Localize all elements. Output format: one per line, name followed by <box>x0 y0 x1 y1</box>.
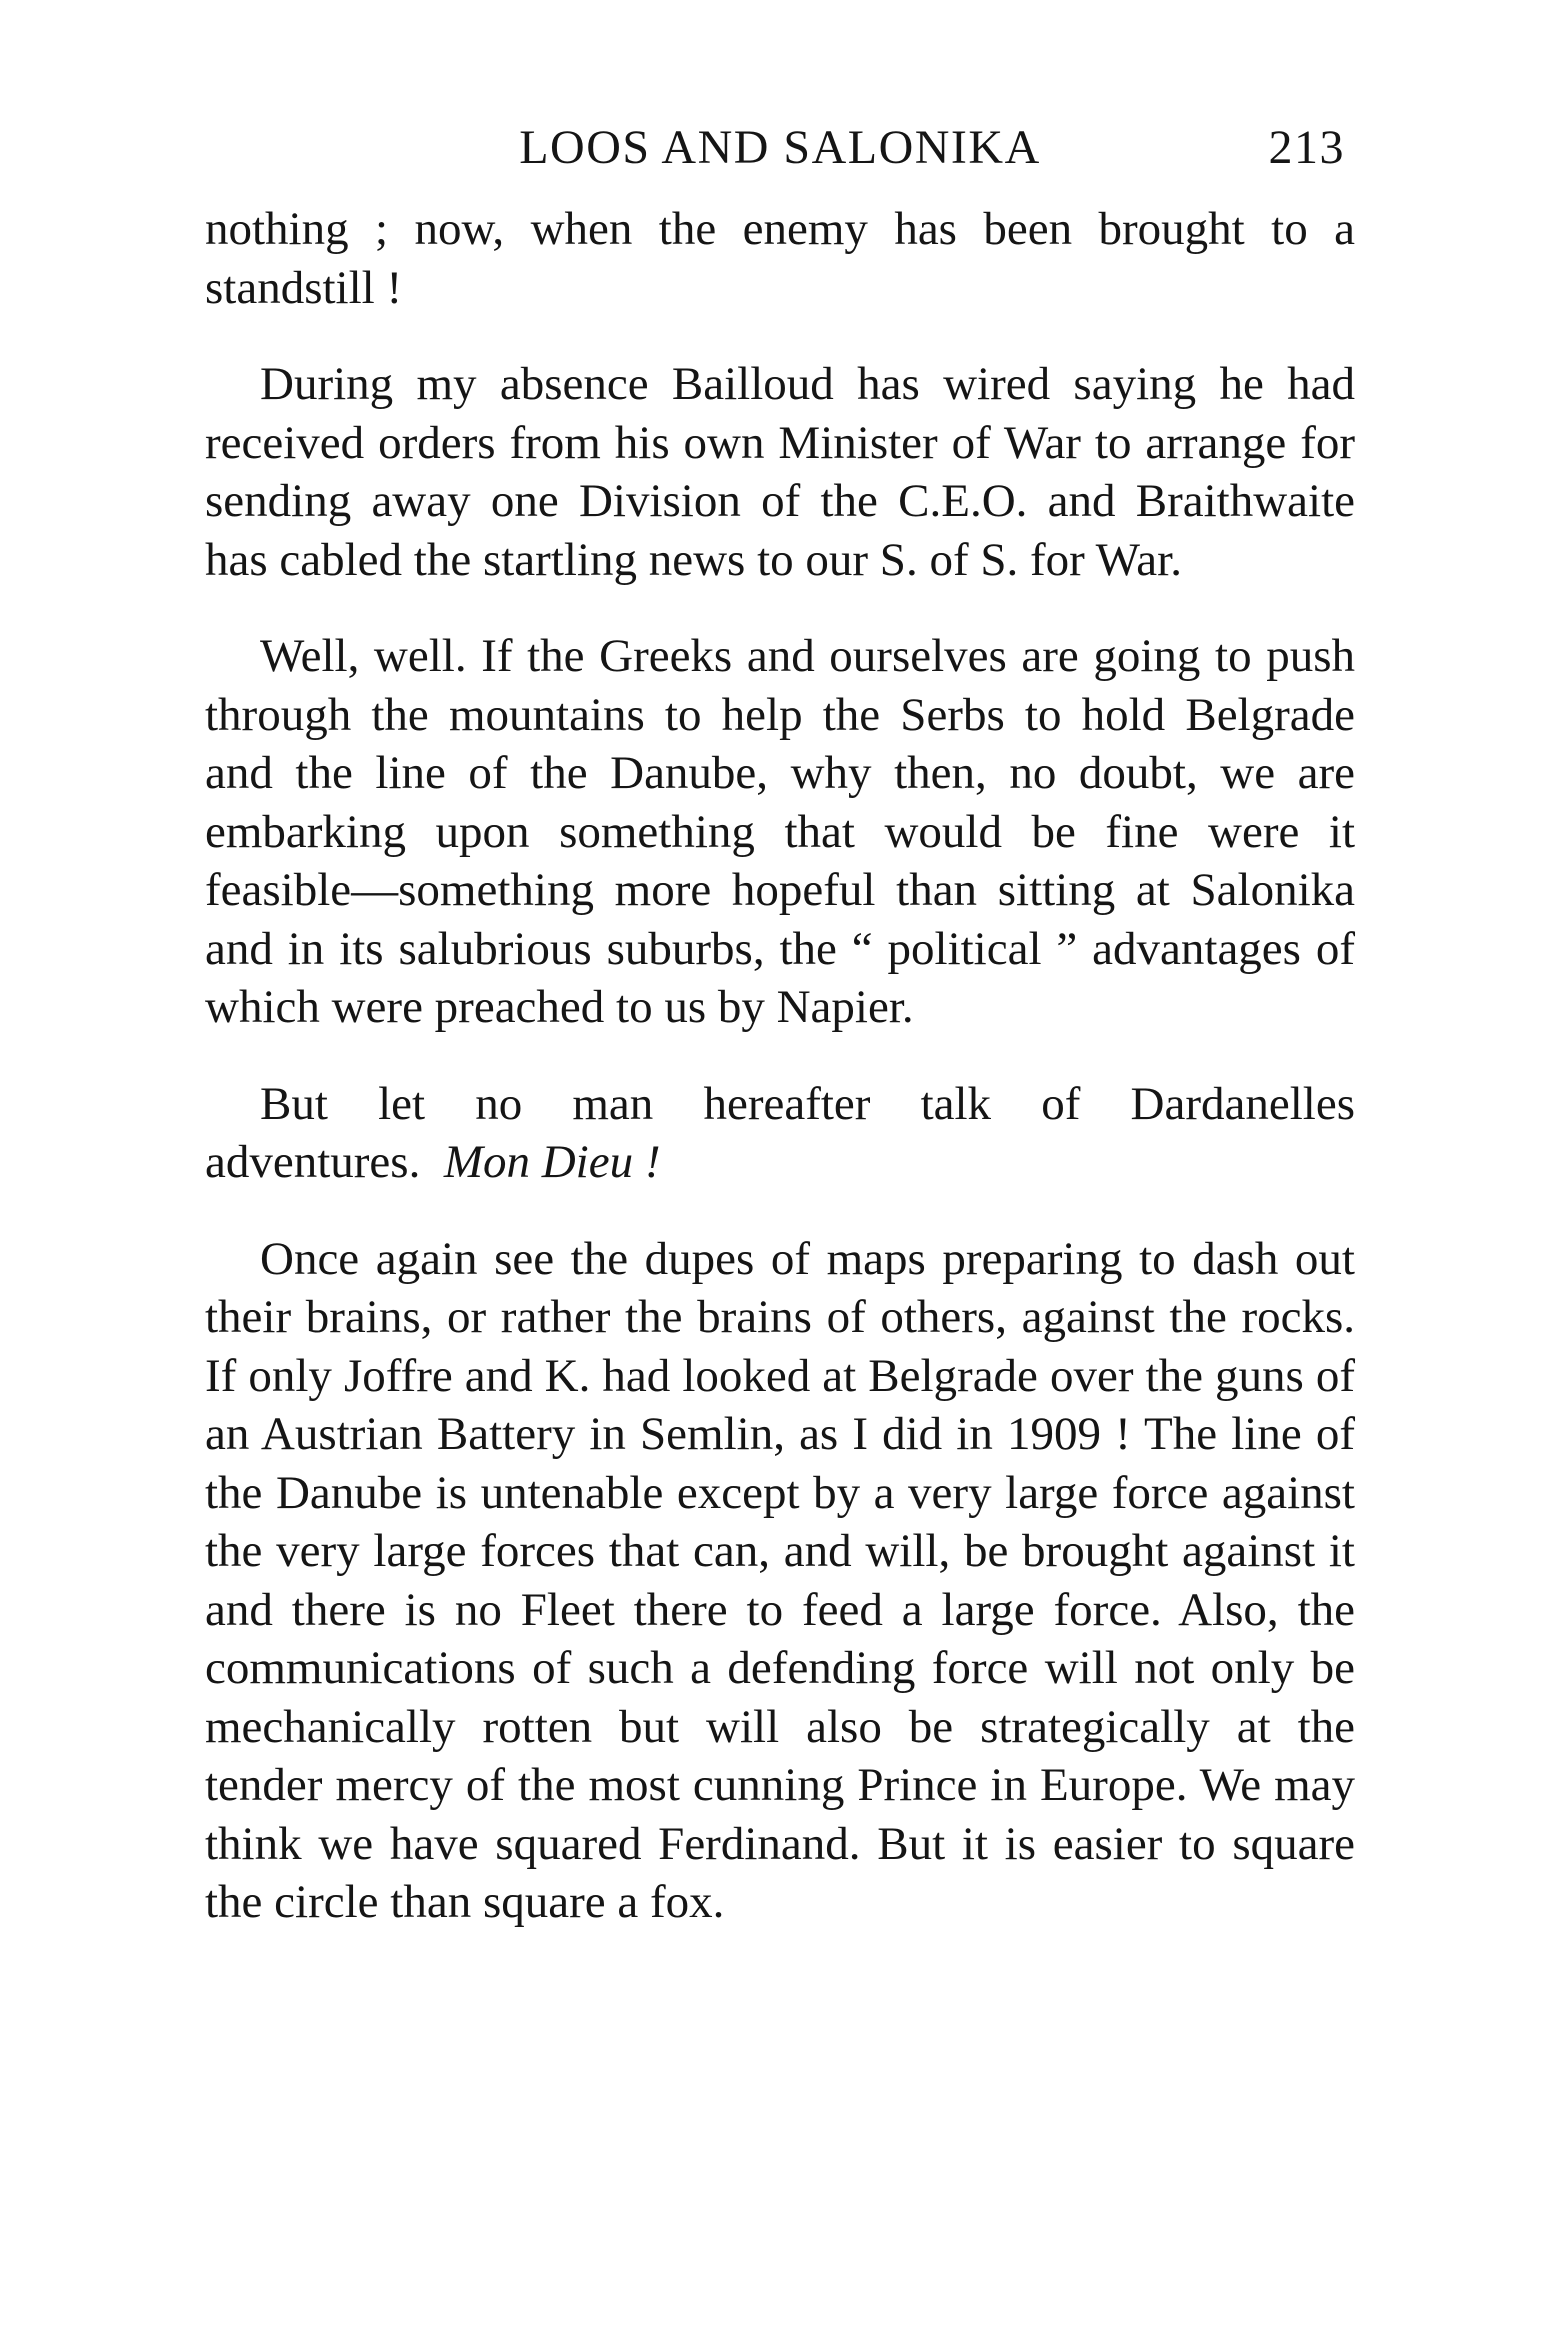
paragraph-bailloud: During my absence Bailloud has wired saying he had received orders from his own Minister of War to arrange for sending away one Division of the C.E.O. and Braithwaite has cabled the startling news to our S. of S. for War. <box>205 358 1355 586</box>
body-text <box>205 200 1355 1932</box>
paragraph-greeks: Well, well. If the Greeks and ourselves are going to push through the mountains to help the Serbs to hold Belgrade and the line of the Danube, why then, no doubt, we are embarking upon something that would be fine were it feasible—something more hopeful than sitting at Salonika and in its salubrious suburbs, the “ political ” advantages of which were preached to us by Napier. <box>205 630 1355 1033</box>
paragraph-belgrade: Once again see the dupes of maps preparing to dash out their brains, or rather the brains of others, against the rocks. If only Joffre and K. had looked at Belgrade over the guns of an Austrian Battery in Semlin, as I did in 1909 ! The line of the Danube is untenable except by a very large force against the very large forces that can, and will, be brought against it and there is no Fleet there to feed a large force. Also, the communications of such a defending force will not only be mechanically rotten but will also be strategically at the tender mercy of the most cunning Prince in Europe. We may think we have squared Ferdinand. But it is easier to square the circle than square a fox. <box>205 1232 1355 1928</box>
running-title: LOOS AND SALONIKA <box>519 121 1041 174</box>
paragraph-dardanelles-text: But let no man hereafter talk of Dardanelles adventures. <box>205 1077 1355 1188</box>
running-head <box>205 118 1355 178</box>
page-number: 213 <box>1268 121 1345 174</box>
paragraph-continuation: nothing ; now, when the enemy has been brought to a standstill ! <box>205 203 1355 314</box>
paragraph-dardanelles-emphasis: Mon Dieu ! <box>443 1136 661 1188</box>
paragraph-dardanelles <box>205 1075 1355 1192</box>
